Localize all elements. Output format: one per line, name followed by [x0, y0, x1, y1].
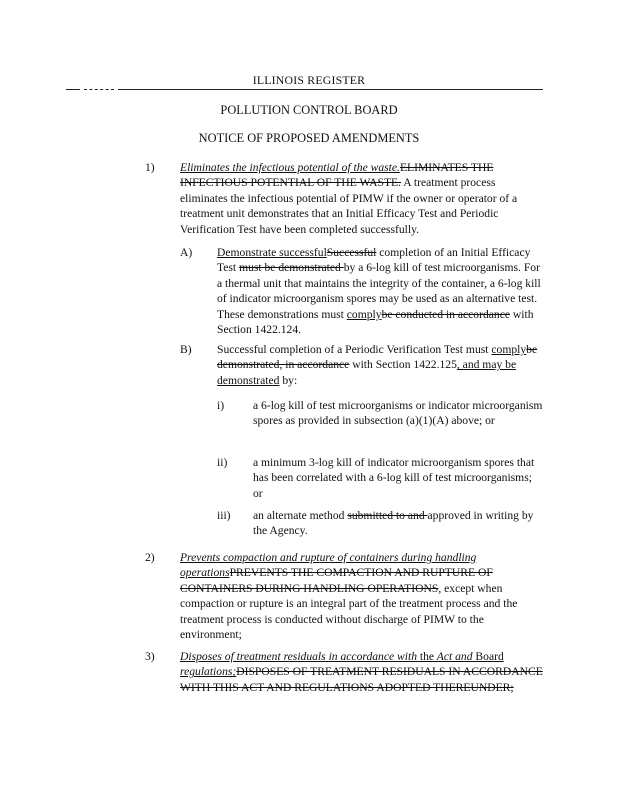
- item-1a-ins2: comply: [346, 307, 382, 321]
- item-1b-number: B): [180, 343, 192, 356]
- item-1b-iii-text: [253, 508, 544, 539]
- item-1b-i-number: i): [217, 399, 225, 412]
- item-3-struck: DISPOSES OF TREATMENT RESIDUALS IN ACCORDANCE WITH THIS ACT AND REGULATIONS ADOPTED THEREUNDER;: [180, 665, 543, 694]
- item-2-rest: , except when compaction or rupture is an integral part of the treatment process and the treatment process is conducted without discharge of PIMW to the environment;: [180, 581, 518, 642]
- item-1b-ii-text: a minimum 3-log kill of indicator microorganism spores that has been correlated with a 6-log kill of test microorganisms; or: [253, 456, 535, 500]
- item-1b-ins2: , and may be demonstrated: [217, 358, 517, 387]
- header-rule: [118, 89, 543, 90]
- item-1a-del3: be conducted in accordance: [381, 307, 510, 321]
- item-1b-text: [217, 342, 544, 388]
- item-1a-number: A): [180, 246, 193, 259]
- item-3-lead2: Act and: [434, 650, 473, 663]
- item-3-text: [180, 649, 544, 695]
- board-title: POLLUTION CONTROL BOARD: [220, 103, 398, 117]
- item-3-lead1: Disposes of treatment residuals in accordance with: [180, 650, 418, 663]
- item-1-number: 1): [145, 161, 155, 174]
- item-1-struck: ELIMINATES THE INFECTIOUS POTENTIAL OF THE WASTE.: [180, 161, 494, 190]
- item-1a-t3: with Section 1422.124.: [217, 307, 534, 337]
- item-1b-t3: by:: [279, 373, 298, 387]
- item-1-lead: Eliminates the infectious potential of the waste.: [180, 161, 400, 174]
- item-2-lead: Prevents compaction and rupture of containers during handling operations: [180, 551, 477, 580]
- item-1a-t2: by a 6-log kill of test microorganisms. For a thermal unit that maintains the integrity of the container, a 6-log kill of indicator microorganism spores may be used as an alternative test. These demonstrations must: [217, 261, 541, 321]
- item-2-text: [180, 550, 544, 642]
- item-3-number: 3): [145, 650, 155, 663]
- item-1a-del1: Successful: [326, 246, 377, 259]
- item-1a-ins1: Demonstrate successful: [217, 246, 327, 259]
- item-1b-iii-t1: an alternate method: [253, 509, 348, 522]
- item-1a-text: [217, 245, 544, 337]
- item-3-lead3: regulations;: [180, 665, 237, 679]
- item-1-text: [180, 160, 544, 237]
- item-1b-ins1: comply: [491, 343, 527, 356]
- item-1-rest: A treatment process eliminates the infectious potential of PIMW if the owner or operator of a treatment unit demonstrates that an Initial Efficacy Test and Periodic Verification Test have been completed successfully.: [180, 176, 518, 236]
- item-1b-iii-number: iii): [217, 509, 231, 522]
- item-1b-iii-del: submitted to and: [347, 509, 428, 522]
- item-1b-iii-t2: approved in writing by the Agency.: [253, 509, 534, 538]
- item-1b-t2: with Section 1422.125: [349, 358, 457, 372]
- item-2-number: 2): [145, 551, 155, 564]
- item-3-ins-board: Board: [472, 650, 504, 663]
- register-title: ILLINOIS REGISTER: [252, 73, 366, 87]
- header-rule-segment: [84, 89, 114, 90]
- item-2-struck: PREVENTS THE COMPACTION AND RUPTURE OF CONTAINERS DURING HANDLING OPERATIONS: [180, 566, 493, 595]
- item-1b-ii-number: ii): [217, 456, 228, 469]
- item-1a-del2: must be demonstrated: [239, 261, 344, 275]
- item-1b-del1: be demonstrated, in accordance: [217, 343, 538, 372]
- item-1a-t1: completion of an Initial Efficacy Test: [217, 246, 531, 275]
- item-1b-t1: Successful completion of a Periodic Verification Test must: [217, 343, 492, 356]
- item-1b-i-text: a 6-log kill of test microorganisms or indicator microorganism spores as provided in subsection (a)(1)(A) above; or: [253, 399, 543, 428]
- notice-title: NOTICE OF PROPOSED AMENDMENTS: [198, 131, 420, 145]
- item-3-ins-the: the: [417, 650, 435, 663]
- header-rule-segment: [66, 89, 80, 90]
